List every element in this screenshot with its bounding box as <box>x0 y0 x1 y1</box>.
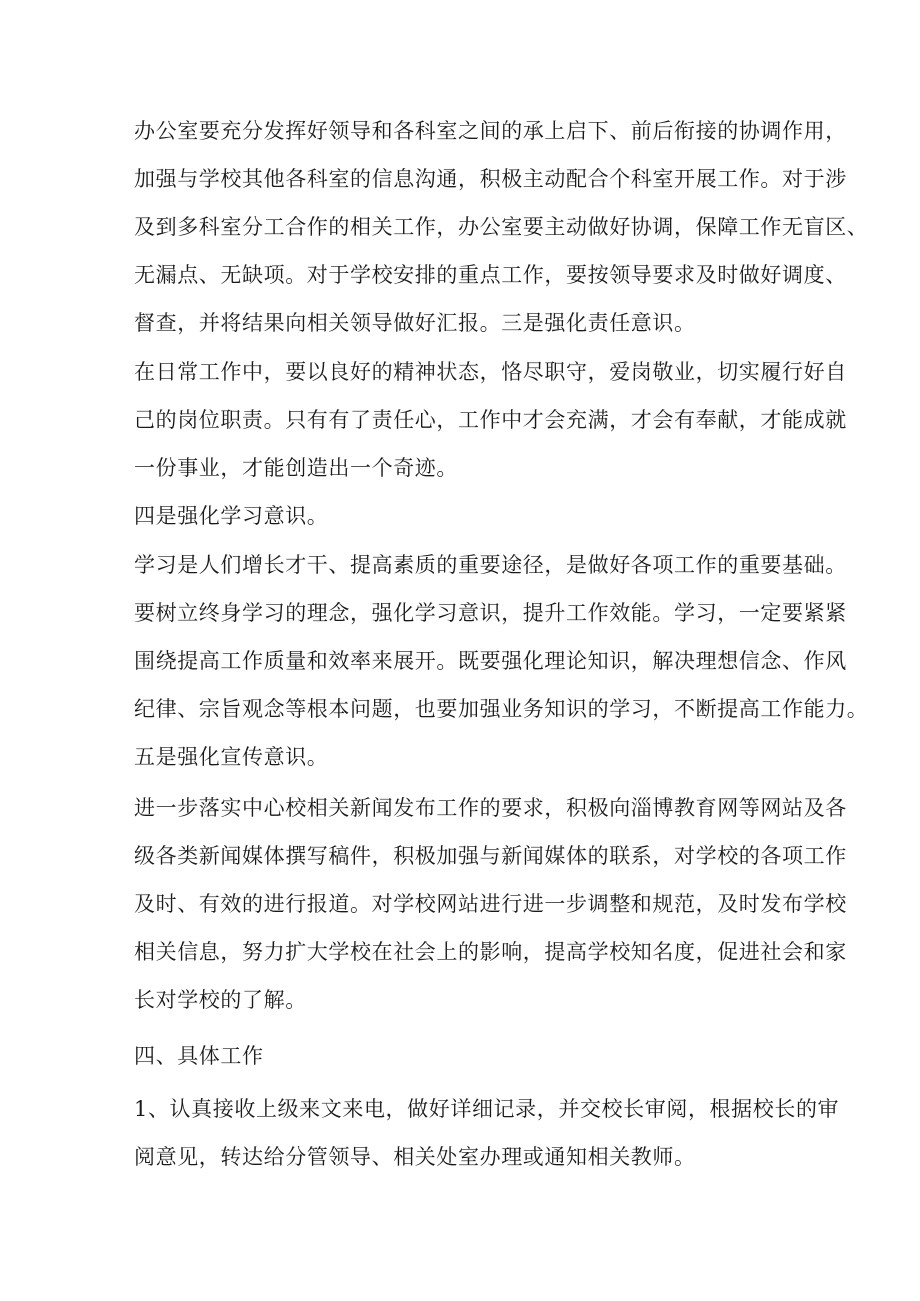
text-line: 无漏点、无缺项。对于学校安排的重点工作，要按领导要求及时做好调度、 <box>134 263 847 287</box>
paragraph-item-1 <box>134 1085 840 1181</box>
text-line: 及到多科室分工合作的相关工作，办公室要主动做好协调，保障工作无盲区、 <box>134 215 869 239</box>
text-line: 围绕提高工作质量和效率来展开。既要强化理论知识，解决理想信念、作风 <box>134 649 847 673</box>
paragraph-learning <box>134 541 869 781</box>
heading-specific-work <box>134 1032 789 1080</box>
text-line: 学习是人们增长才干、提高素质的重要途径，是做好各项工作的重要基础。 <box>134 553 847 577</box>
paragraph-coordination <box>134 107 869 347</box>
text-line: 督查，并将结果向相关领导做好汇报。三是强化责任意识。 <box>134 311 696 335</box>
text-line: 在日常工作中，要以良好的精神状态，恪尽职守，爱岗敬业，切实履行好自 <box>134 360 847 384</box>
text-line: 阅意见，转达给分管领导、相关处室办理或通知相关教师。 <box>134 1145 696 1169</box>
text-line: 进一步落实中心校相关新闻发布工作的要求，积极向淄博教育网等网站及各 <box>134 796 847 820</box>
text-line: 办公室要充分发挥好领导和各科室之间的承上启下、前后衔接的协调作用， <box>134 119 847 143</box>
text-line: 一份事业，才能创造出一个奇迹。 <box>134 456 458 480</box>
heading-learning-awareness <box>134 492 789 540</box>
text-line: 1、认真接收上级来文来电，做好详细记录，并交校长审阅，根据校长的审 <box>134 1097 840 1121</box>
text-line: 五是强化宣传意识。 <box>134 745 329 769</box>
text-line: 长对学校的了解。 <box>134 988 307 1012</box>
text-line: 要树立终身学习的理念，强化学习意识，提升工作效能。学习，一定要紧紧 <box>134 601 847 625</box>
text-line: 级各类新闻媒体撰写稿件，积极加强与新闻媒体的联系，对学校的各项工作 <box>134 844 847 868</box>
text-line: 及时、有效的进行报道。对学校网站进行进一步调整和规范，及时发布学校 <box>134 892 847 916</box>
paragraph-publicity <box>134 784 847 1024</box>
text-line: 纪律、宗旨观念等根本问题，也要加强业务知识的学习，不断提高工作能力。 <box>134 697 869 721</box>
text-line: 四、具体工作 <box>134 1044 264 1068</box>
text-line: 加强与学校其他各科室的信息沟通，积极主动配合个科室开展工作。对于涉 <box>134 167 847 191</box>
text-line: 四是强化学习意识。 <box>134 504 329 528</box>
paragraph-responsibility <box>134 348 847 492</box>
text-line: 相关信息，努力扩大学校在社会上的影响，提高学校知名度，促进社会和家 <box>134 940 847 964</box>
text-line: 己的岗位职责。只有有了责任心，工作中才会充满，才会有奉献，才能成就 <box>134 408 847 432</box>
